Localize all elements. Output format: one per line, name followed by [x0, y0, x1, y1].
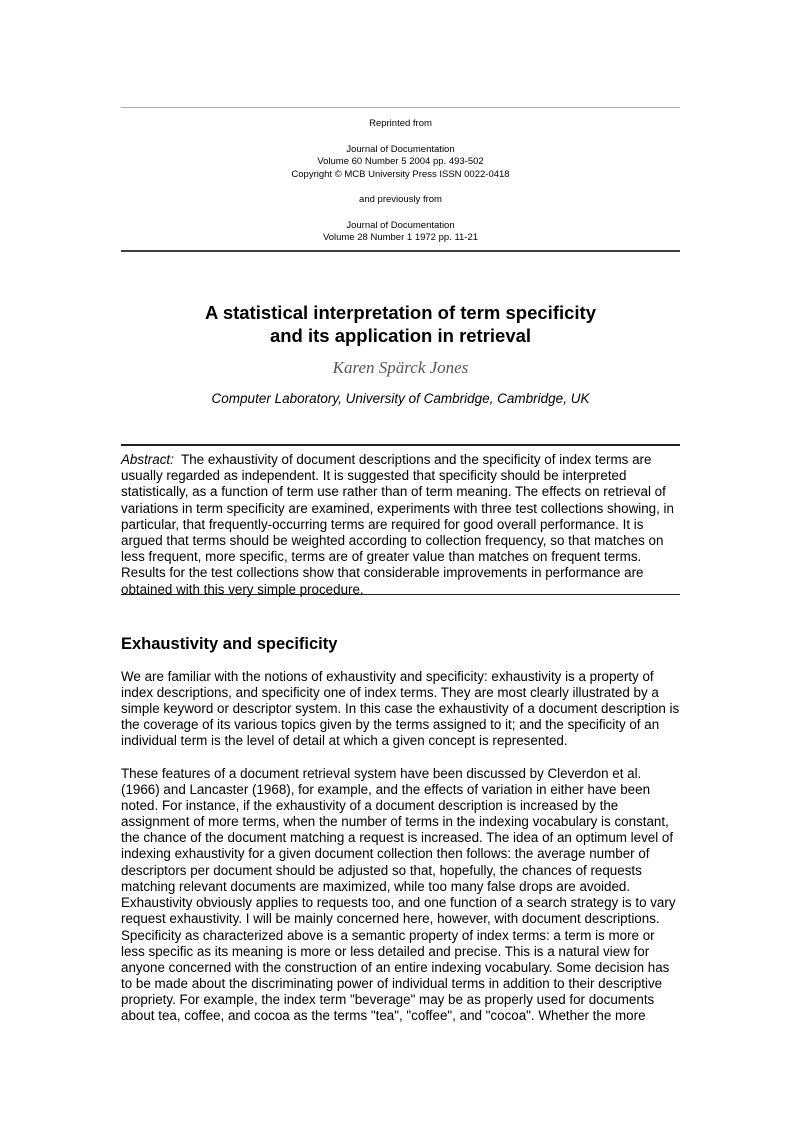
abstract-label: Abstract:: [121, 452, 174, 467]
original-journal-name: Journal of Documentation: [346, 219, 455, 231]
journal-volume: Volume 60 Number 5 2004 pp. 493-502: [317, 156, 484, 167]
reprint-notice: [121, 118, 680, 245]
copyright-line: Copyright © MCB University Press ISSN 0022-0418: [291, 168, 510, 180]
abstract: [121, 452, 681, 598]
header-bottom-rule: [121, 250, 680, 252]
journal-name: Journal of Documentation: [346, 143, 455, 155]
title-line-2: and its application in retrieval: [269, 325, 532, 346]
section-heading: Exhaustivity and specificity: [121, 635, 338, 653]
body-paragraph-3: Specificity as characterized above is a semantic property of index terms: a term is more or less specific as its meaning is more or less detailed and precise. This is a natural view for anyone concerned with the construction of an entire indexing vocabulary. Some decision has to be made about the discriminating power of individual terms in addition to their descriptive propriety. For example, the index term "beverage" may be as properly used for documents about tea, coffee, and cocoa as the terms "tea", "coffee", and "cocoa". Whether the more: [121, 928, 670, 1024]
author-affiliation: Computer Laboratory, University of Cambridge, Cambridge, UK: [211, 391, 590, 406]
abstract-top-rule: [121, 444, 680, 446]
body-paragraph-2: These features of a document retrieval system have been discussed by Cleverdon et al. (1966) and Lancaster (1968), for example, and the effects of variation in either have been noted. For instance, if the exhaustivity of a document description is increased by the assignment of more terms, when the number of terms in the indexing vocabulary is constant, the chance of the document matching a request is increased. The idea of an optimum level of indexing exhaustivity for a given document collection then follows: the average number of descriptors per document should be adjusted so that, hopefully, the chances of requests matching relevant documents are maximized, while too many false drops are avoided. Exhaustivity obviously applies to requests too, and one function of a search strategy is to vary request exhaustivity. I will be mainly concerned here, however, with document descriptions.: [121, 766, 676, 926]
reprint-label: Reprinted from: [369, 118, 432, 129]
body-paragraph-1: We are familiar with the notions of exhaustivity and specificity: exhaustivity is a property of index descriptions, and specificity one of index terms. They are most clearly illustrated by a simple keyword or descriptor system. In this case the exhaustivity of a document description is the coverage of its various topics given by the terms assigned to it; and the specificity of an individual term is the level of detail at which a given concept is represented.: [121, 669, 680, 749]
title-line-1: A statistical interpretation of term specificity: [205, 302, 596, 323]
paper-title: [121, 301, 680, 347]
abstract-text: The exhaustivity of document descriptions and the specificity of index terms are usually regarded as independent. It is suggested that specificity should be interpreted statistically, as a function of term use rather than of term meaning. The effects on retrieval of variations in term specificity are examined, experiments with three test collections showing, in particular, that frequently-occurring terms are required for good overall performance. It is argued that terms should be weighted according to collection frequency, so that matches on less frequent, more specific, terms are of greater value than matches on frequent terms. Results for the test collections show that considerable improvements in performance are obtained with this very simple procedure.: [121, 452, 674, 597]
original-journal-volume: Volume 28 Number 1 1972 pp. 11-21: [322, 232, 479, 243]
author-name: Karen Spärck Jones: [332, 358, 469, 377]
abstract-bottom-rule: [121, 594, 680, 595]
previously-label: and previously from: [359, 194, 442, 205]
header-top-rule: [121, 107, 680, 108]
